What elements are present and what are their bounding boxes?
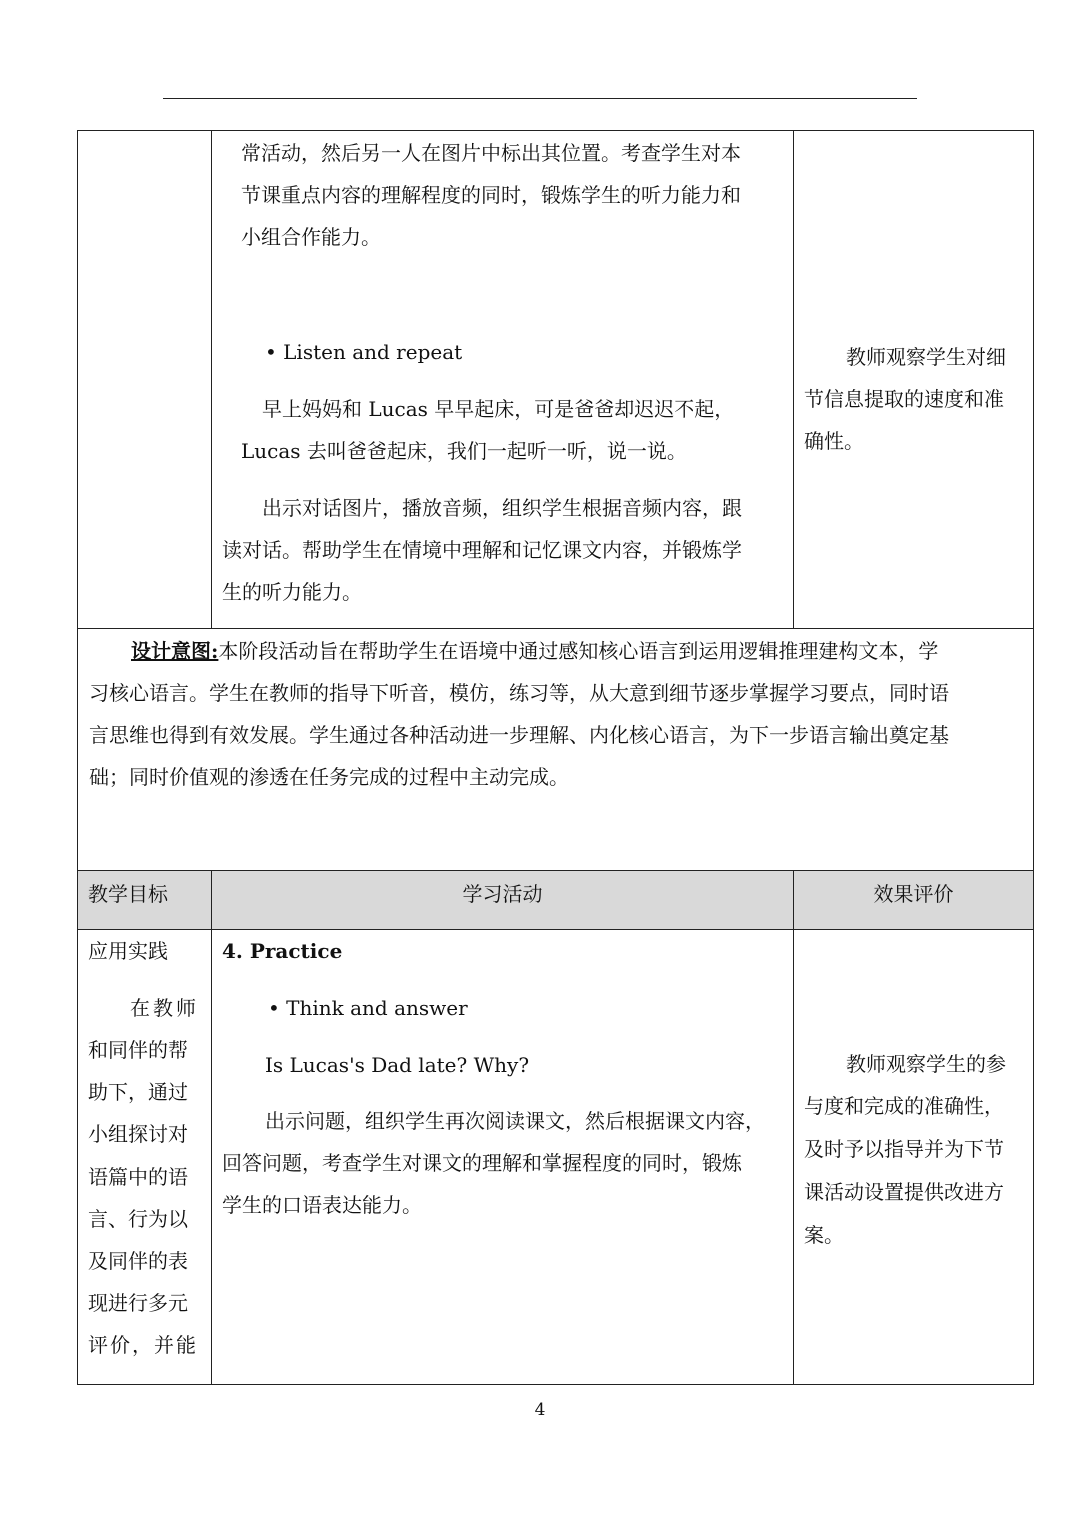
- header-goal: 教学目标: [88, 882, 168, 906]
- header-evaluation-cell: [793, 870, 1034, 930]
- header-rule: [163, 98, 917, 99]
- goal-line: 小组探讨对: [88, 1122, 188, 1146]
- goal-line: 语篇中的语: [88, 1165, 188, 1189]
- goal-line: 评价，并能: [88, 1333, 198, 1357]
- question-text: Is Lucas's Dad late? Why?: [265, 1053, 530, 1077]
- evaluation-line: 节信息提取的速度和准: [804, 387, 1004, 411]
- evaluation-line: 教师观察学生的参: [846, 1052, 1006, 1076]
- evaluation-line: 与度和完成的准确性，: [804, 1094, 1004, 1118]
- practice-title: 4. Practice: [222, 939, 343, 963]
- header-goal-cell: [77, 870, 212, 930]
- method-line: 出示问题，组织学生再次阅读课文，然后根据课文内容，: [265, 1109, 765, 1133]
- activity-line: 小组合作能力。: [241, 225, 381, 249]
- header-activity: 学习活动: [462, 882, 543, 906]
- design-intent-line: 础；同时价值观的渗透在任务完成的过程中主动完成。: [89, 765, 569, 789]
- header-activity-cell: [211, 870, 794, 930]
- evaluation-line: 课活动设置提供改进方: [804, 1180, 1004, 1204]
- evaluation-line: 案。: [804, 1223, 844, 1247]
- scene-line: 早上妈妈和 Lucas 早早起床，可是爸爸却迟迟不起，: [262, 397, 735, 421]
- design-intent-label: 设计意图:: [131, 639, 219, 663]
- design-intent-line: [131, 630, 938, 672]
- goal-title: 应用实践: [88, 939, 168, 963]
- design-intent-text: 本阶段活动旨在帮助学生在语境中通过感知核心语言到运用逻辑推理建构文本，学: [218, 639, 939, 663]
- bullet-listen-repeat: • Listen and repeat: [265, 340, 463, 364]
- evaluation-line: 及时予以指导并为下节: [804, 1137, 1004, 1161]
- page-number: 4: [534, 1400, 546, 1420]
- method-line: 学生的口语表达能力。: [222, 1193, 422, 1217]
- method-line: 回答问题，考查学生对课文的理解和掌握程度的同时，锻炼: [222, 1151, 742, 1175]
- top-goal-cell: [77, 130, 212, 629]
- goal-line: 在教师: [130, 996, 199, 1020]
- goal-line: 及同伴的表: [88, 1249, 188, 1273]
- design-intent-line: 言思维也得到有效发展。学生通过各种活动进一步理解、内化核心语言，为下一步语言输出奠定基: [89, 723, 949, 747]
- scene-line: Lucas 去叫爸爸起床，我们一起听一听，说一说。: [241, 439, 687, 463]
- goal-line: 和同伴的帮: [88, 1038, 188, 1062]
- goal-line: 助下，通过: [88, 1080, 188, 1104]
- bullet-think-answer: • Think and answer: [268, 996, 468, 1020]
- header-evaluation: 效果评价: [873, 882, 954, 906]
- goal-line: 言、行为以: [88, 1207, 188, 1231]
- evaluation-line: 教师观察学生对细: [846, 345, 1006, 369]
- design-intent-line: 习核心语言。学生在教师的指导下听音，模仿，练习等，从大意到细节逐步掌握学习要点，同时语: [89, 681, 949, 705]
- goal-line: 现进行多元: [88, 1291, 188, 1315]
- evaluation-line: 确性。: [804, 429, 864, 453]
- activity-line: 节课重点内容的理解程度的同时，锻炼学生的听力能力和: [241, 183, 741, 207]
- method-line: 读对话。帮助学生在情境中理解和记忆课文内容，并锻炼学: [222, 538, 742, 562]
- method-line: 生的听力能力。: [222, 580, 362, 604]
- activity-line: 常活动，然后另一人在图片中标出其位置。考查学生对本: [241, 141, 741, 165]
- method-line: 出示对话图片，播放音频，组织学生根据音频内容，跟: [262, 496, 742, 520]
